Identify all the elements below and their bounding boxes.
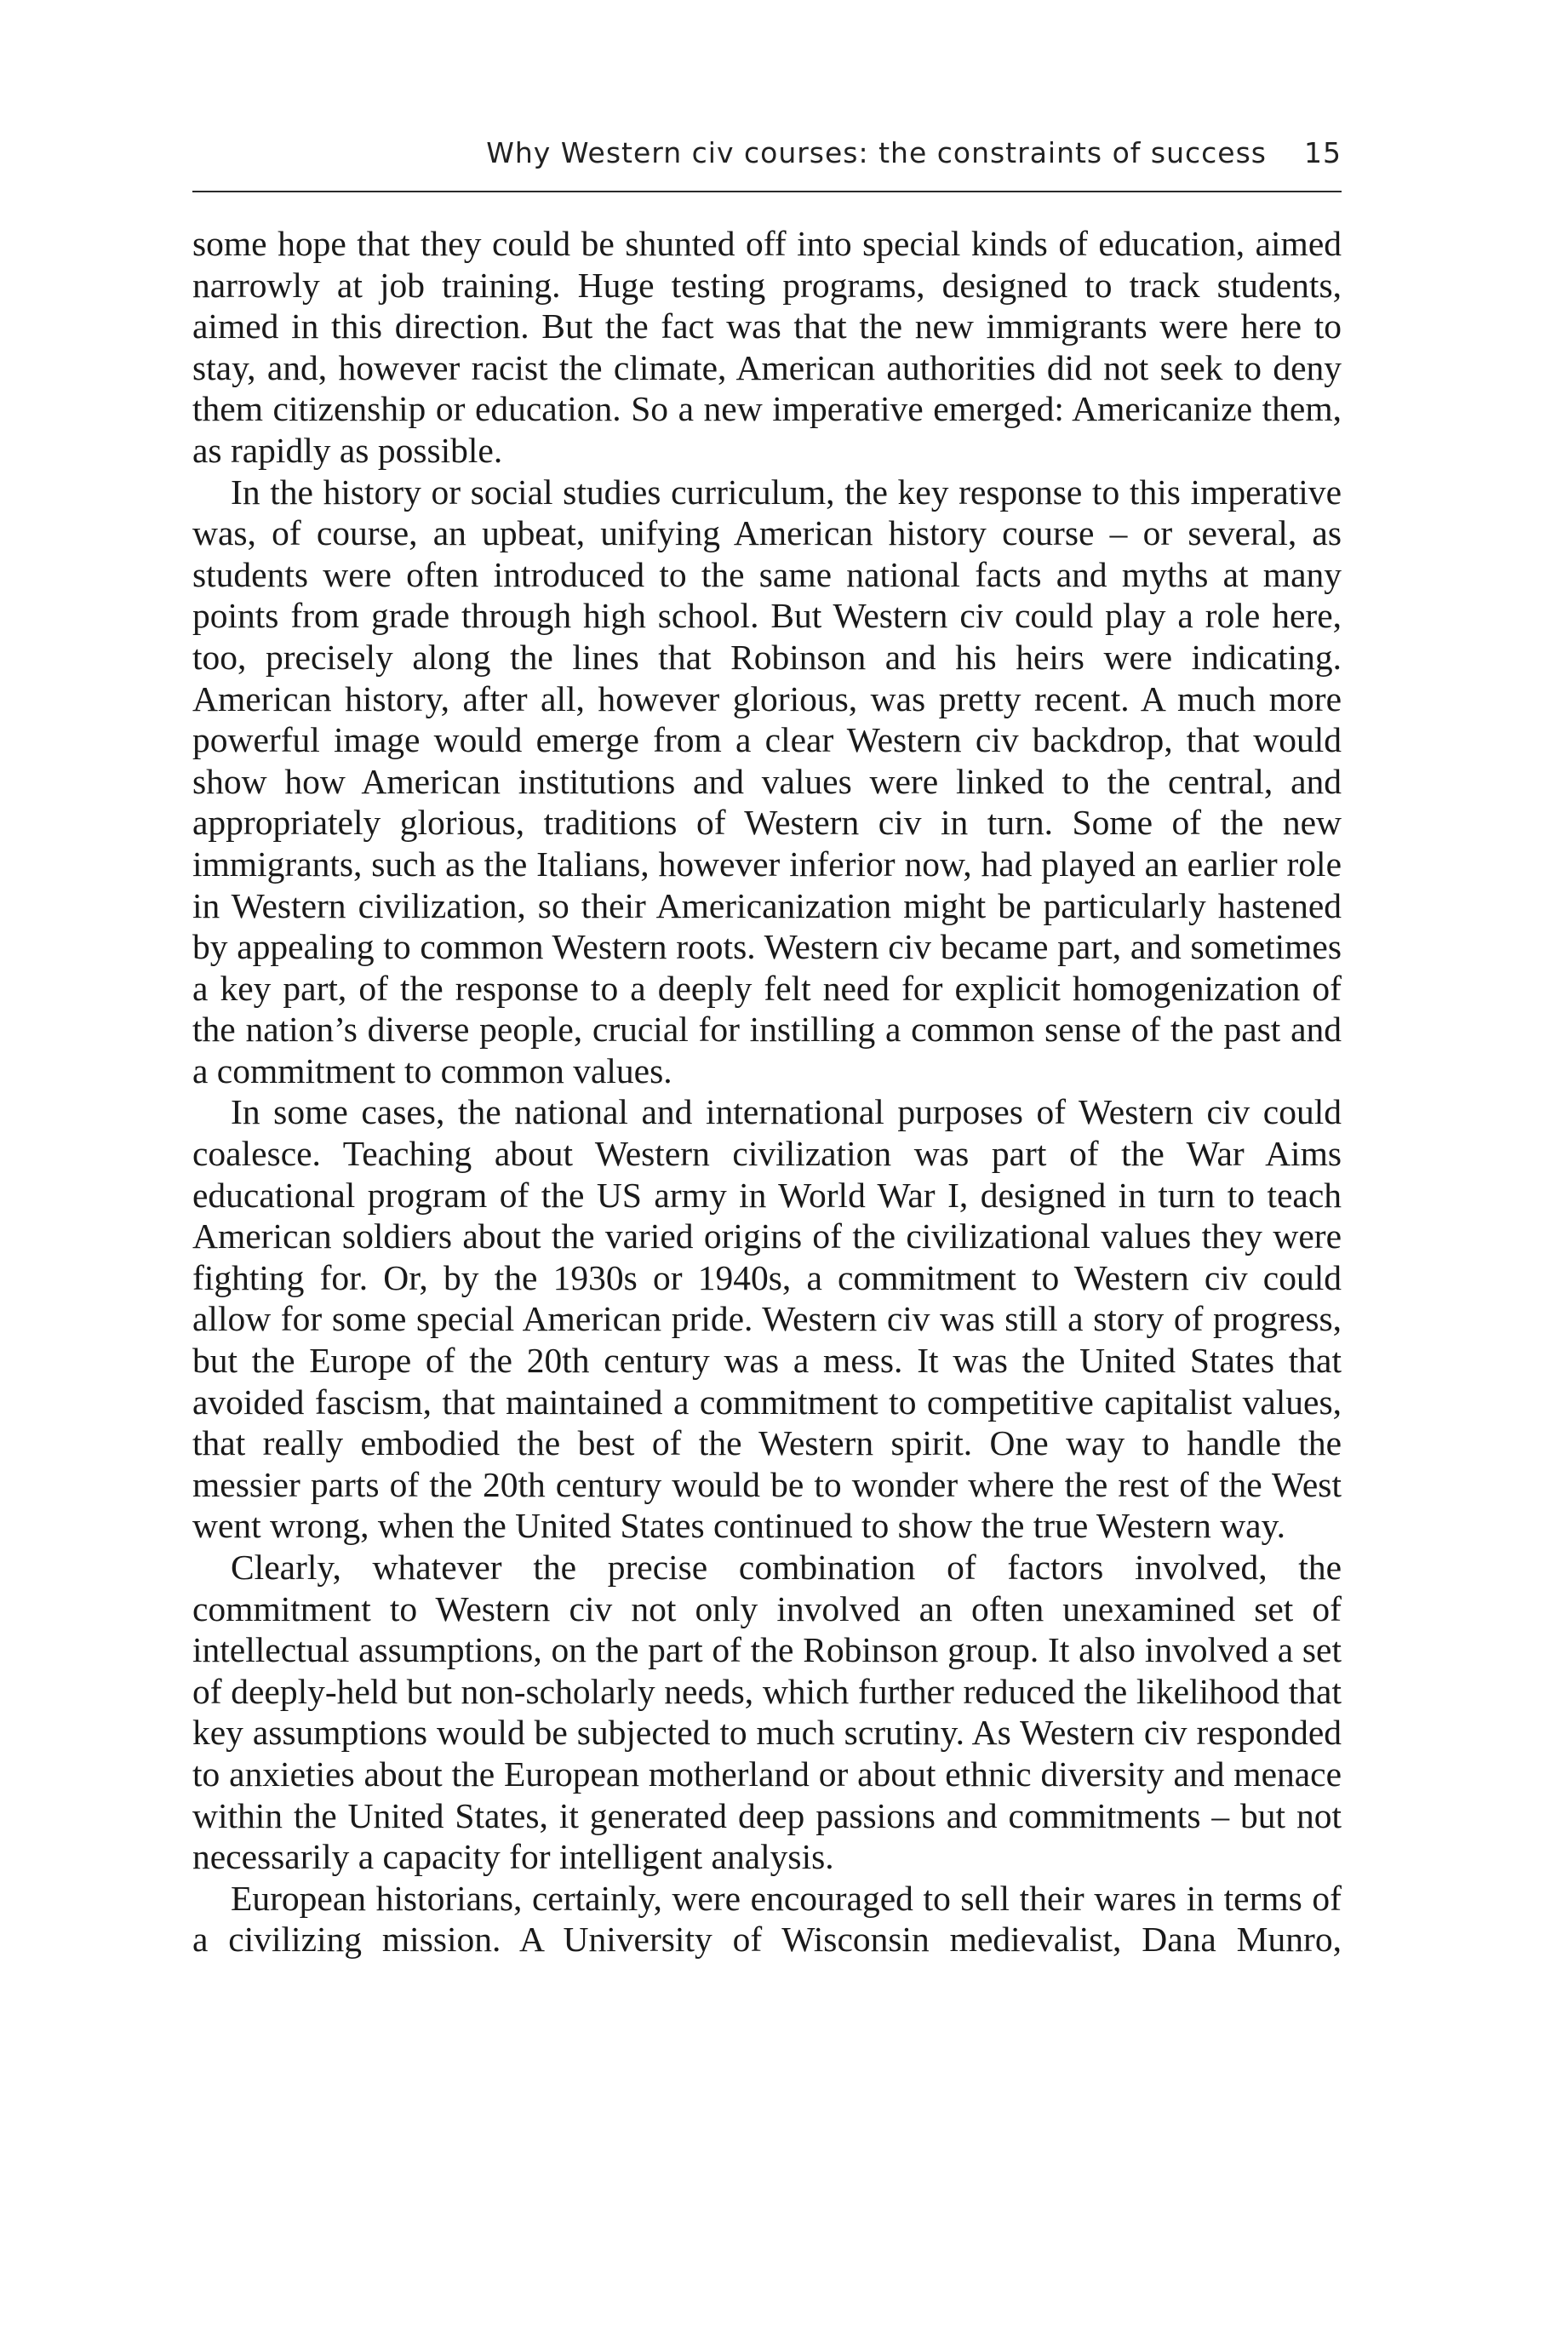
paragraph-5: European historians, certainly, were encouraged to sell their wares in terms of a civilizing mission. A University of Wisconsin medievalist, Dana Munro, [192,1878,1342,1960]
body-text [192,223,1342,1960]
header-rule [192,191,1342,192]
paragraph-4: Clearly, whatever the precise combination of factors involved, the commitment to Western civ not only involved an often unexamined set of intellectual assumptions, on the part of the Robinson group. It also involved a set of deeply-held but non-scholarly needs, which further reduced the likelihood that key assumptions would be subjected to much scrutiny. As Western civ responded to anxieties about the European motherland or about ethnic diversity and menace within the United States, it generated deep passions and commitments – but not necessarily a capacity for intelligent analysis. [192,1548,1342,1877]
running-head [192,136,1342,187]
paragraph-1: some hope that they could be shunted off into special kinds of education, aimed narrowly at job training. Huge testing programs, designed to track students, aimed in this direction. But the fact was that the new immigrants were here to stay, and, however racist the climate, American authorities did not seek to deny them citizenship or education. So a new imperative emerged: Americanize them, as rapidly as possible. [192,224,1342,470]
page-number: 15 [1304,136,1342,169]
running-title: Why Western civ courses: the constraints of success [486,136,1267,169]
paragraph-3: In some cases, the national and international purposes of Western civ could coalesce. Teaching about Western civilization was part of the War Aims educational program of the US army in World War I, designed in turn to teach American soldiers about the varied origins of the civilizational values they were fighting for. Or, by the 1930s or 1940s, a commitment to Western civ could allow for some special American pride. Western civ was still a story of progress, but the Europe of the 20th century was a mess. It was the United States that avoided fascism, that maintained a commitment to competitive capitalist values, that really embodied the best of the Western spirit. One way to handle the messier parts of the 20th century would be to wonder where the rest of the West went wrong, when the United States continued to show the true Western way. [192,1092,1342,1546]
paragraph-2: In the history or social studies curriculum, the key response to this imperative was, of course, an upbeat, unifying American history course – or several, as students were often introduced to the same national facts and myths at many points from grade through high school. But Western civ could play a role here, too, precisely along the lines that Robinson and his heirs were indicating. American history, after all, however glorious, was pretty recent. A much more powerful image would emerge from a clear Western civ backdrop, that would show how American institutions and values were linked to the central, and appropriately glorious, traditions of Western civ in turn. Some of the new immigrants, such as the Italians, however inferior now, had played an earlier role in Western civilization, so their Americanization might be particularly hastened by appealing to common Western roots. Western civ became part, and sometimes a key part, of the response to a deeply felt need for explicit homogenization of the nation’s diverse people, crucial for instilling a common sense of the past and a commitment to common values. [192,472,1342,1090]
